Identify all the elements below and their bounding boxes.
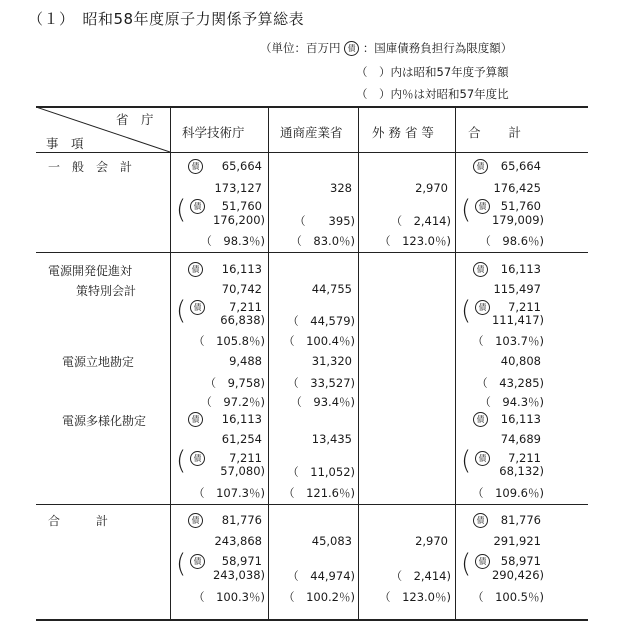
debt-badge-icon: 債 <box>190 300 205 315</box>
cell: （ 44,579) <box>287 314 355 328</box>
cell: （ 2,414) <box>390 569 451 583</box>
cell: 16,113 <box>221 412 262 426</box>
cell: 65,664 <box>221 159 262 173</box>
unit-note-rest: ：国庫債務負担行為限度額） <box>362 41 513 55</box>
debt-badge-icon: 債 <box>190 451 205 466</box>
cell: （ 94.3％) <box>479 395 544 409</box>
unit-note-text: （単位：百万円 <box>260 41 341 55</box>
open-paren: ( <box>176 446 187 476</box>
col-header-total: 合 計 <box>468 125 523 140</box>
cell: 243,868 <box>214 534 262 548</box>
cell: 291,921 <box>493 534 541 548</box>
header-item-label: 事 項 <box>46 136 84 151</box>
cell: 66,838) <box>220 313 265 327</box>
cell: 7,211 <box>508 451 541 465</box>
cell: （ 103.7％) <box>472 334 544 348</box>
cell: 176,425 <box>493 181 541 195</box>
section-divider-2 <box>36 504 588 505</box>
cell: 61,254 <box>221 432 262 446</box>
cell: 115,497 <box>493 282 541 296</box>
debt-badge-icon: 債 <box>475 199 490 214</box>
cell: 7,211 <box>229 300 262 314</box>
cell: （ 121.6％) <box>283 486 355 500</box>
debt-badge-icon: 債 <box>190 199 205 214</box>
cell: 74,689 <box>500 432 541 446</box>
debt-badge-icon: 債 <box>188 262 203 277</box>
cell: 44,755 <box>311 282 352 296</box>
debt-badge-icon: 債 <box>473 412 488 427</box>
row-label-ricchi: 電源立地勘定 <box>62 355 135 369</box>
cell: （ 9,758) <box>204 376 265 390</box>
cell: （ 83.0％) <box>290 234 355 248</box>
cell: 243,038) <box>212 568 265 582</box>
cell: （ 11,052) <box>287 465 355 479</box>
table-bottom-border <box>36 619 588 621</box>
cell: （ 43,285) <box>476 376 544 390</box>
cell: 58,971 <box>221 554 262 568</box>
cell: 2,970 <box>415 534 448 548</box>
cell: （ 98.6％) <box>479 234 544 248</box>
debt-badge-icon: 債 <box>475 451 490 466</box>
row-label-tayouka: 電源多様化勘定 <box>62 414 147 428</box>
open-paren: ( <box>461 195 472 225</box>
cell: 81,776 <box>500 513 541 527</box>
debt-badge-icon: 債 <box>473 513 488 528</box>
cell: 45,083 <box>311 534 352 548</box>
cell: 68,132) <box>499 464 544 478</box>
cell: 290,426) <box>491 568 544 582</box>
cell: 40,808 <box>500 354 541 368</box>
cell: 16,113 <box>500 412 541 426</box>
cell: （ 109.6％) <box>472 486 544 500</box>
cell: （ 98.3％) <box>200 234 265 248</box>
open-paren: ( <box>461 549 472 579</box>
cell: 51,760 <box>221 199 262 213</box>
open-paren: ( <box>461 296 472 326</box>
cell: 65,664 <box>500 159 541 173</box>
section-divider-1 <box>36 252 588 253</box>
cell: （ 107.3％) <box>193 486 265 500</box>
open-paren: ( <box>176 549 187 579</box>
cell: 2,970 <box>415 181 448 195</box>
debt-badge-icon: 債 <box>473 159 488 174</box>
cell: 111,417) <box>491 313 544 327</box>
cell: （ 93.4％) <box>290 395 355 409</box>
ratio-note: （ ）内％は対昭和57年度比 <box>356 87 509 101</box>
open-paren: ( <box>176 296 187 326</box>
cell: 328 <box>330 181 352 195</box>
cell: 51,760 <box>500 199 541 213</box>
col-header-kagaku: 科学技術庁 <box>182 125 245 140</box>
debt-badge-icon: 債 <box>475 300 490 315</box>
col-header-tsusan: 通商産業省 <box>280 125 343 140</box>
debt-badge-icon: 債 <box>344 41 359 56</box>
cell: 173,127 <box>214 181 262 195</box>
debt-badge-icon: 債 <box>475 554 490 569</box>
cell: （ 2,414) <box>390 214 451 228</box>
debt-badge-icon: 債 <box>188 513 203 528</box>
row-label-dengen-2: 策特別会計 <box>76 284 137 298</box>
cell: 13,435 <box>311 432 352 446</box>
cell: 58,971 <box>500 554 541 568</box>
unit-note <box>260 40 512 56</box>
open-paren: ( <box>461 446 472 476</box>
cell: 70,742 <box>221 282 262 296</box>
row-label-total: 合 計 <box>48 514 109 528</box>
header-ministry-label: 省 庁 <box>116 112 154 127</box>
cell: 7,211 <box>229 451 262 465</box>
cell: 16,113 <box>500 262 541 276</box>
cell: 7,211 <box>508 300 541 314</box>
prev-year-note: （ ）内は昭和57年度予算額 <box>356 65 509 79</box>
debt-badge-icon: 債 <box>188 159 203 174</box>
cell: （ 100.4％) <box>283 334 355 348</box>
cell: （ 105.8％) <box>193 334 265 348</box>
debt-badge-icon: 債 <box>188 412 203 427</box>
cell: （ 123.0％) <box>379 590 451 604</box>
cell: （ 44,974) <box>287 569 355 583</box>
cell: （ 100.3％) <box>193 590 265 604</box>
cell: （ 395) <box>294 214 355 228</box>
cell: 31,320 <box>311 354 352 368</box>
cell: 81,776 <box>221 513 262 527</box>
col-header-gaimu: 外 務 省 等 <box>372 125 434 140</box>
cell: （ 97.2％) <box>200 395 265 409</box>
cell: （ 100.2％) <box>283 590 355 604</box>
cell: 16,113 <box>221 262 262 276</box>
row-label-dengen: 電源開発促進対 <box>48 264 133 278</box>
debt-badge-icon: 債 <box>190 554 205 569</box>
cell: （ 100.5％) <box>472 590 544 604</box>
page-title: （１） 昭和58年度原子力関係予算総表 <box>28 10 305 28</box>
cell: 57,080) <box>220 464 265 478</box>
cell: 179,009) <box>491 213 544 227</box>
cell: 176,200) <box>212 213 265 227</box>
debt-badge-icon: 債 <box>473 262 488 277</box>
cell: 9,488 <box>229 354 262 368</box>
cell: （ 33,527) <box>287 376 355 390</box>
row-label-general: 一 般 会 計 <box>48 160 133 174</box>
open-paren: ( <box>176 195 187 225</box>
cell: （ 123.0％) <box>379 234 451 248</box>
